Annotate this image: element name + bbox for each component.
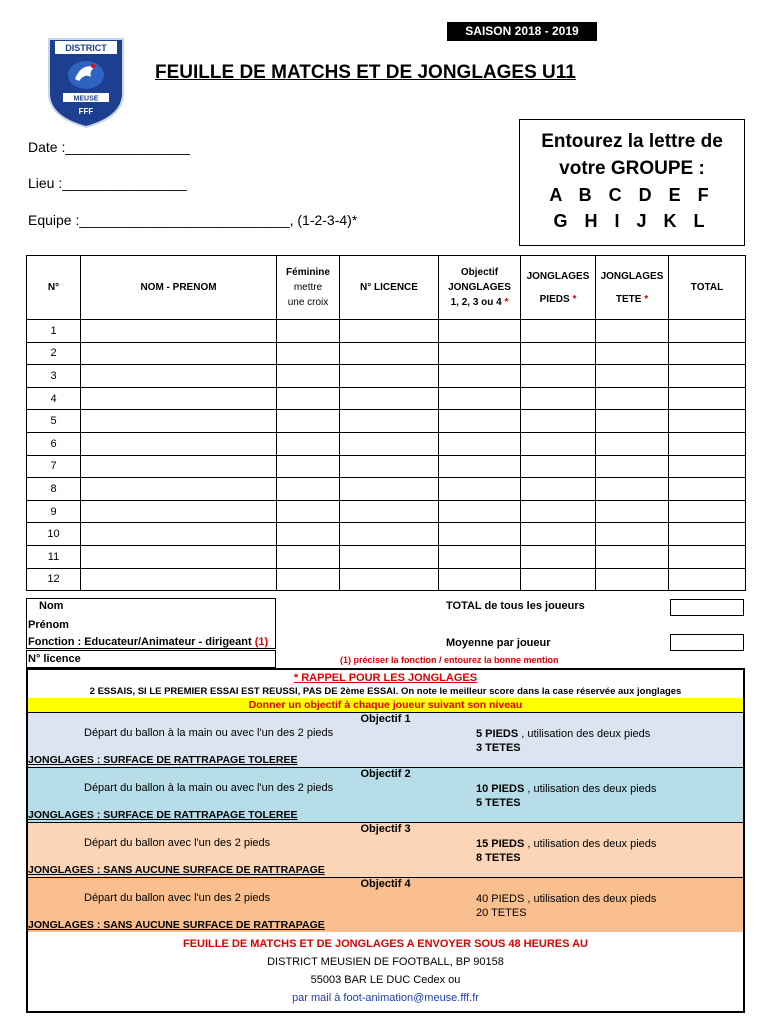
objective-depart: Départ du ballon avec l'un des 2 pieds bbox=[84, 837, 271, 849]
objective-surface: JONGLAGES : SURFACE DE RATTRAPAGE TOLEREE bbox=[28, 809, 298, 821]
table-cell[interactable] bbox=[439, 365, 521, 388]
table-cell[interactable] bbox=[521, 523, 596, 546]
table-cell[interactable] bbox=[521, 478, 596, 501]
table-cell[interactable] bbox=[439, 478, 521, 501]
table-cell[interactable] bbox=[277, 500, 340, 523]
table-cell[interactable] bbox=[439, 342, 521, 365]
table-cell[interactable] bbox=[439, 387, 521, 410]
table-cell[interactable] bbox=[340, 342, 439, 365]
table-cell[interactable] bbox=[277, 342, 340, 365]
table-cell[interactable] bbox=[669, 545, 746, 568]
table-cell[interactable] bbox=[340, 455, 439, 478]
table-cell[interactable] bbox=[521, 365, 596, 388]
equipe-field[interactable]: Equipe :___________________________, (1-2-3-4)* bbox=[28, 212, 358, 228]
table-cell[interactable] bbox=[277, 478, 340, 501]
table-cell[interactable] bbox=[669, 410, 746, 433]
table-cell[interactable] bbox=[277, 365, 340, 388]
table-cell[interactable] bbox=[669, 568, 746, 591]
objective-depart: Départ du ballon avec l'un des 2 pieds bbox=[84, 892, 271, 904]
table-row bbox=[27, 387, 746, 410]
table-cell[interactable] bbox=[340, 568, 439, 591]
col-header-tete bbox=[596, 256, 669, 320]
table-row bbox=[27, 523, 746, 546]
table-cell[interactable] bbox=[340, 410, 439, 433]
table-cell[interactable] bbox=[340, 523, 439, 546]
season-badge: SAISON 2018 - 2019 bbox=[447, 22, 597, 41]
col-tete-label-1: JONGLAGES bbox=[600, 270, 664, 282]
table-row bbox=[27, 365, 746, 388]
table-cell[interactable] bbox=[596, 365, 669, 388]
table-cell[interactable] bbox=[439, 432, 521, 455]
table-cell[interactable] bbox=[81, 478, 277, 501]
table-cell[interactable] bbox=[81, 455, 277, 478]
col-obj-label-3: 1, 2, 3 ou 4 * bbox=[450, 297, 509, 308]
table-cell[interactable] bbox=[439, 545, 521, 568]
coach-licence-label: N° licence bbox=[28, 653, 81, 665]
row-number: 11 bbox=[27, 545, 81, 568]
footer-line-2: DISTRICT MEUSIEN DE FOOTBALL, BP 90158 bbox=[267, 956, 504, 968]
row-number: 5 bbox=[27, 410, 81, 433]
table-cell[interactable] bbox=[81, 545, 277, 568]
table-cell[interactable] bbox=[81, 568, 277, 591]
objective-pieds-rest: , utilisation des deux pieds bbox=[524, 838, 657, 850]
table-cell[interactable] bbox=[596, 320, 669, 343]
table-cell[interactable] bbox=[669, 455, 746, 478]
logo-text-district: DISTRICT bbox=[65, 43, 107, 53]
objective-block bbox=[28, 822, 743, 877]
row-number: 6 bbox=[27, 432, 81, 455]
table-cell[interactable] bbox=[669, 500, 746, 523]
col-pieds-label-1: JONGLAGES bbox=[526, 270, 590, 282]
table-cell[interactable] bbox=[669, 432, 746, 455]
table-cell[interactable] bbox=[439, 568, 521, 591]
table-cell[interactable] bbox=[669, 320, 746, 343]
table-row bbox=[27, 455, 746, 478]
objective-pieds: 40 PIEDS bbox=[476, 893, 525, 905]
row-number: 8 bbox=[27, 478, 81, 501]
col-obj-label-1: Objectif bbox=[460, 267, 499, 278]
moyenne-label: Moyenne par joueur bbox=[446, 637, 551, 649]
objective-pieds-rest: , utilisation des deux pieds bbox=[524, 783, 657, 795]
table-cell[interactable] bbox=[521, 432, 596, 455]
objective-pieds: 15 PIEDS bbox=[476, 838, 525, 850]
group-line-2: votre GROUPE : bbox=[559, 158, 705, 179]
row-number: 4 bbox=[27, 387, 81, 410]
group-letters-row-1[interactable]: A B C D E F bbox=[549, 185, 715, 205]
total-all-label: TOTAL de tous les joueurs bbox=[446, 600, 585, 612]
objective-title: Objectif 4 bbox=[360, 878, 411, 890]
total-all-box[interactable] bbox=[670, 599, 744, 616]
table-cell[interactable] bbox=[596, 410, 669, 433]
objective-title: Objectif 2 bbox=[360, 768, 411, 780]
moyenne-box[interactable] bbox=[670, 634, 744, 651]
table-cell[interactable] bbox=[439, 523, 521, 546]
players-table bbox=[26, 255, 746, 591]
send-instructions bbox=[28, 935, 743, 1007]
table-cell[interactable] bbox=[277, 387, 340, 410]
objective-tetes: 5 TETES bbox=[476, 797, 521, 809]
col-header-total: TOTAL bbox=[669, 256, 746, 320]
col-fem-label-1: Féminine bbox=[286, 267, 330, 278]
footer-line-3: 55003 BAR LE DUC Cedex ou bbox=[310, 974, 461, 986]
row-number: 9 bbox=[27, 500, 81, 523]
footer-line-1: FEUILLE DE MATCHS ET DE JONGLAGES A ENVOYER SOUS 48 HEURES AU bbox=[182, 938, 589, 950]
table-cell[interactable] bbox=[669, 365, 746, 388]
table-cell[interactable] bbox=[340, 432, 439, 455]
table-cell[interactable] bbox=[596, 568, 669, 591]
objective-pieds: 10 PIEDS bbox=[476, 783, 525, 795]
col-tete-label-2: TETE * bbox=[615, 293, 649, 305]
table-cell[interactable] bbox=[340, 545, 439, 568]
table-cell[interactable] bbox=[439, 500, 521, 523]
table-cell[interactable] bbox=[596, 500, 669, 523]
objective-depart: Départ du ballon à la main ou avec l'un des 2 pieds bbox=[84, 727, 334, 739]
table-cell[interactable] bbox=[669, 523, 746, 546]
col-obj-label-2: JONGLAGES bbox=[448, 282, 511, 293]
coach-fonction-label: Fonction : Educateur/Animateur - dirigeant (1) bbox=[28, 636, 269, 648]
objective-block bbox=[28, 712, 743, 767]
table-row bbox=[27, 478, 746, 501]
rappel-box bbox=[26, 668, 745, 1013]
group-line-1: Entourez la lettre de bbox=[541, 131, 723, 152]
table-cell[interactable] bbox=[277, 568, 340, 591]
objective-pieds-rest: , utilisation des deux pieds bbox=[518, 728, 651, 740]
district-logo bbox=[45, 33, 127, 129]
objective-target bbox=[476, 727, 650, 755]
col-header-num: N° bbox=[27, 256, 81, 320]
coach-prenom-label: Prénom bbox=[28, 619, 69, 631]
table-cell[interactable] bbox=[596, 545, 669, 568]
table-cell[interactable] bbox=[277, 545, 340, 568]
objective-target bbox=[476, 837, 656, 865]
group-box bbox=[519, 119, 745, 246]
row-number: 1 bbox=[27, 320, 81, 343]
table-cell[interactable] bbox=[340, 365, 439, 388]
table-header-row bbox=[27, 256, 746, 320]
table-cell[interactable] bbox=[81, 387, 277, 410]
objective-pieds-rest: , utilisation des deux pieds bbox=[524, 893, 657, 905]
col-fem-label-3: une croix bbox=[287, 297, 329, 308]
fonction-note: (1) préciser la fonction / entourez la bonne mention bbox=[340, 655, 559, 665]
objective-target bbox=[476, 782, 656, 810]
logo-text-meuse: MEUSE bbox=[73, 95, 99, 103]
table-cell[interactable] bbox=[596, 342, 669, 365]
objective-tetes: 3 TETES bbox=[476, 742, 521, 754]
table-cell[interactable] bbox=[439, 410, 521, 433]
table-cell[interactable] bbox=[521, 387, 596, 410]
table-cell[interactable] bbox=[81, 500, 277, 523]
row-number: 2 bbox=[27, 342, 81, 365]
table-cell[interactable] bbox=[596, 387, 669, 410]
table-cell[interactable] bbox=[81, 523, 277, 546]
table-cell[interactable] bbox=[277, 320, 340, 343]
col-header-objectif bbox=[439, 256, 521, 320]
table-cell[interactable] bbox=[669, 342, 746, 365]
rappel-rule: 2 ESSAIS, SI LE PREMIER ESSAI EST REUSSI, PAS DE 2ème ESSAI. On note le meilleur score dans la case réservée aux jonglages bbox=[89, 686, 682, 697]
table-cell[interactable] bbox=[669, 478, 746, 501]
table-cell[interactable] bbox=[521, 500, 596, 523]
objective-depart: Départ du ballon à la main ou avec l'un des 2 pieds bbox=[84, 782, 334, 794]
table-cell[interactable] bbox=[521, 568, 596, 591]
table-row bbox=[27, 500, 746, 523]
row-number: 12 bbox=[27, 568, 81, 591]
table-cell[interactable] bbox=[81, 410, 277, 433]
col-pieds-label-2: PIEDS * bbox=[539, 293, 577, 305]
row-number: 3 bbox=[27, 365, 81, 388]
col-fem-label-2: mettre bbox=[293, 282, 323, 293]
group-letters-row-2[interactable]: G H I J K L bbox=[553, 211, 711, 231]
table-cell[interactable] bbox=[439, 320, 521, 343]
rappel-highlight: Donner un objectif à chaque joueur suivant son niveau bbox=[28, 698, 743, 712]
objective-block bbox=[28, 877, 743, 932]
table-row bbox=[27, 568, 746, 591]
table-cell[interactable] bbox=[340, 478, 439, 501]
table-row bbox=[27, 320, 746, 343]
coach-nom-label: Nom bbox=[39, 600, 64, 612]
table-cell[interactable] bbox=[81, 365, 277, 388]
col-header-feminine bbox=[277, 256, 340, 320]
table-cell[interactable] bbox=[81, 432, 277, 455]
table-cell[interactable] bbox=[439, 455, 521, 478]
rappel-title: * RAPPEL POUR LES JONGLAGES bbox=[293, 672, 478, 684]
table-cell[interactable] bbox=[521, 455, 596, 478]
table-cell[interactable] bbox=[596, 432, 669, 455]
table-cell[interactable] bbox=[277, 455, 340, 478]
objective-surface: JONGLAGES : SANS AUCUNE SURFACE DE RATTRAPAGE bbox=[28, 919, 325, 931]
table-cell[interactable] bbox=[277, 410, 340, 433]
table-cell[interactable] bbox=[340, 500, 439, 523]
table-cell[interactable] bbox=[521, 545, 596, 568]
logo-text-fff: FFF bbox=[78, 107, 94, 116]
objective-title: Objectif 3 bbox=[360, 823, 411, 835]
table-row bbox=[27, 432, 746, 455]
objective-title: Objectif 1 bbox=[360, 713, 411, 725]
table-row bbox=[27, 545, 746, 568]
table-row bbox=[27, 410, 746, 433]
table-cell[interactable] bbox=[596, 455, 669, 478]
table-cell[interactable] bbox=[521, 410, 596, 433]
table-cell[interactable] bbox=[521, 320, 596, 343]
row-number: 10 bbox=[27, 523, 81, 546]
table-row bbox=[27, 342, 746, 365]
col-header-licence: N° LICENCE bbox=[340, 256, 439, 320]
table-cell[interactable] bbox=[277, 432, 340, 455]
table-cell[interactable] bbox=[596, 523, 669, 546]
table-cell[interactable] bbox=[340, 387, 439, 410]
objective-target bbox=[476, 892, 656, 920]
objective-tetes: 8 TETES bbox=[476, 852, 521, 864]
objective-surface: JONGLAGES : SURFACE DE RATTRAPAGE TOLEREE bbox=[28, 754, 298, 766]
col-header-pieds bbox=[521, 256, 596, 320]
objective-tetes: 20 TETES bbox=[476, 907, 527, 919]
objective-surface: JONGLAGES : SANS AUCUNE SURFACE DE RATTRAPAGE bbox=[28, 864, 325, 876]
lieu-field[interactable]: Lieu :________________ bbox=[28, 175, 187, 191]
table-cell[interactable] bbox=[596, 478, 669, 501]
row-number: 7 bbox=[27, 455, 81, 478]
objective-pieds: 5 PIEDS bbox=[476, 728, 519, 740]
objective-block bbox=[28, 767, 743, 822]
table-cell[interactable] bbox=[521, 342, 596, 365]
table-cell[interactable] bbox=[277, 523, 340, 546]
footer-email[interactable]: par mail à foot-animation@meuse.fff.fr bbox=[292, 992, 479, 1004]
table-cell[interactable] bbox=[669, 387, 746, 410]
date-field[interactable]: Date :________________ bbox=[28, 139, 190, 155]
page-title: FEUILLE DE MATCHS ET DE JONGLAGES U11 bbox=[155, 62, 576, 83]
col-header-name: NOM - PRENOM bbox=[81, 256, 277, 320]
table-cell[interactable] bbox=[81, 342, 277, 365]
table-cell[interactable] bbox=[81, 320, 277, 343]
table-cell[interactable] bbox=[340, 320, 439, 343]
